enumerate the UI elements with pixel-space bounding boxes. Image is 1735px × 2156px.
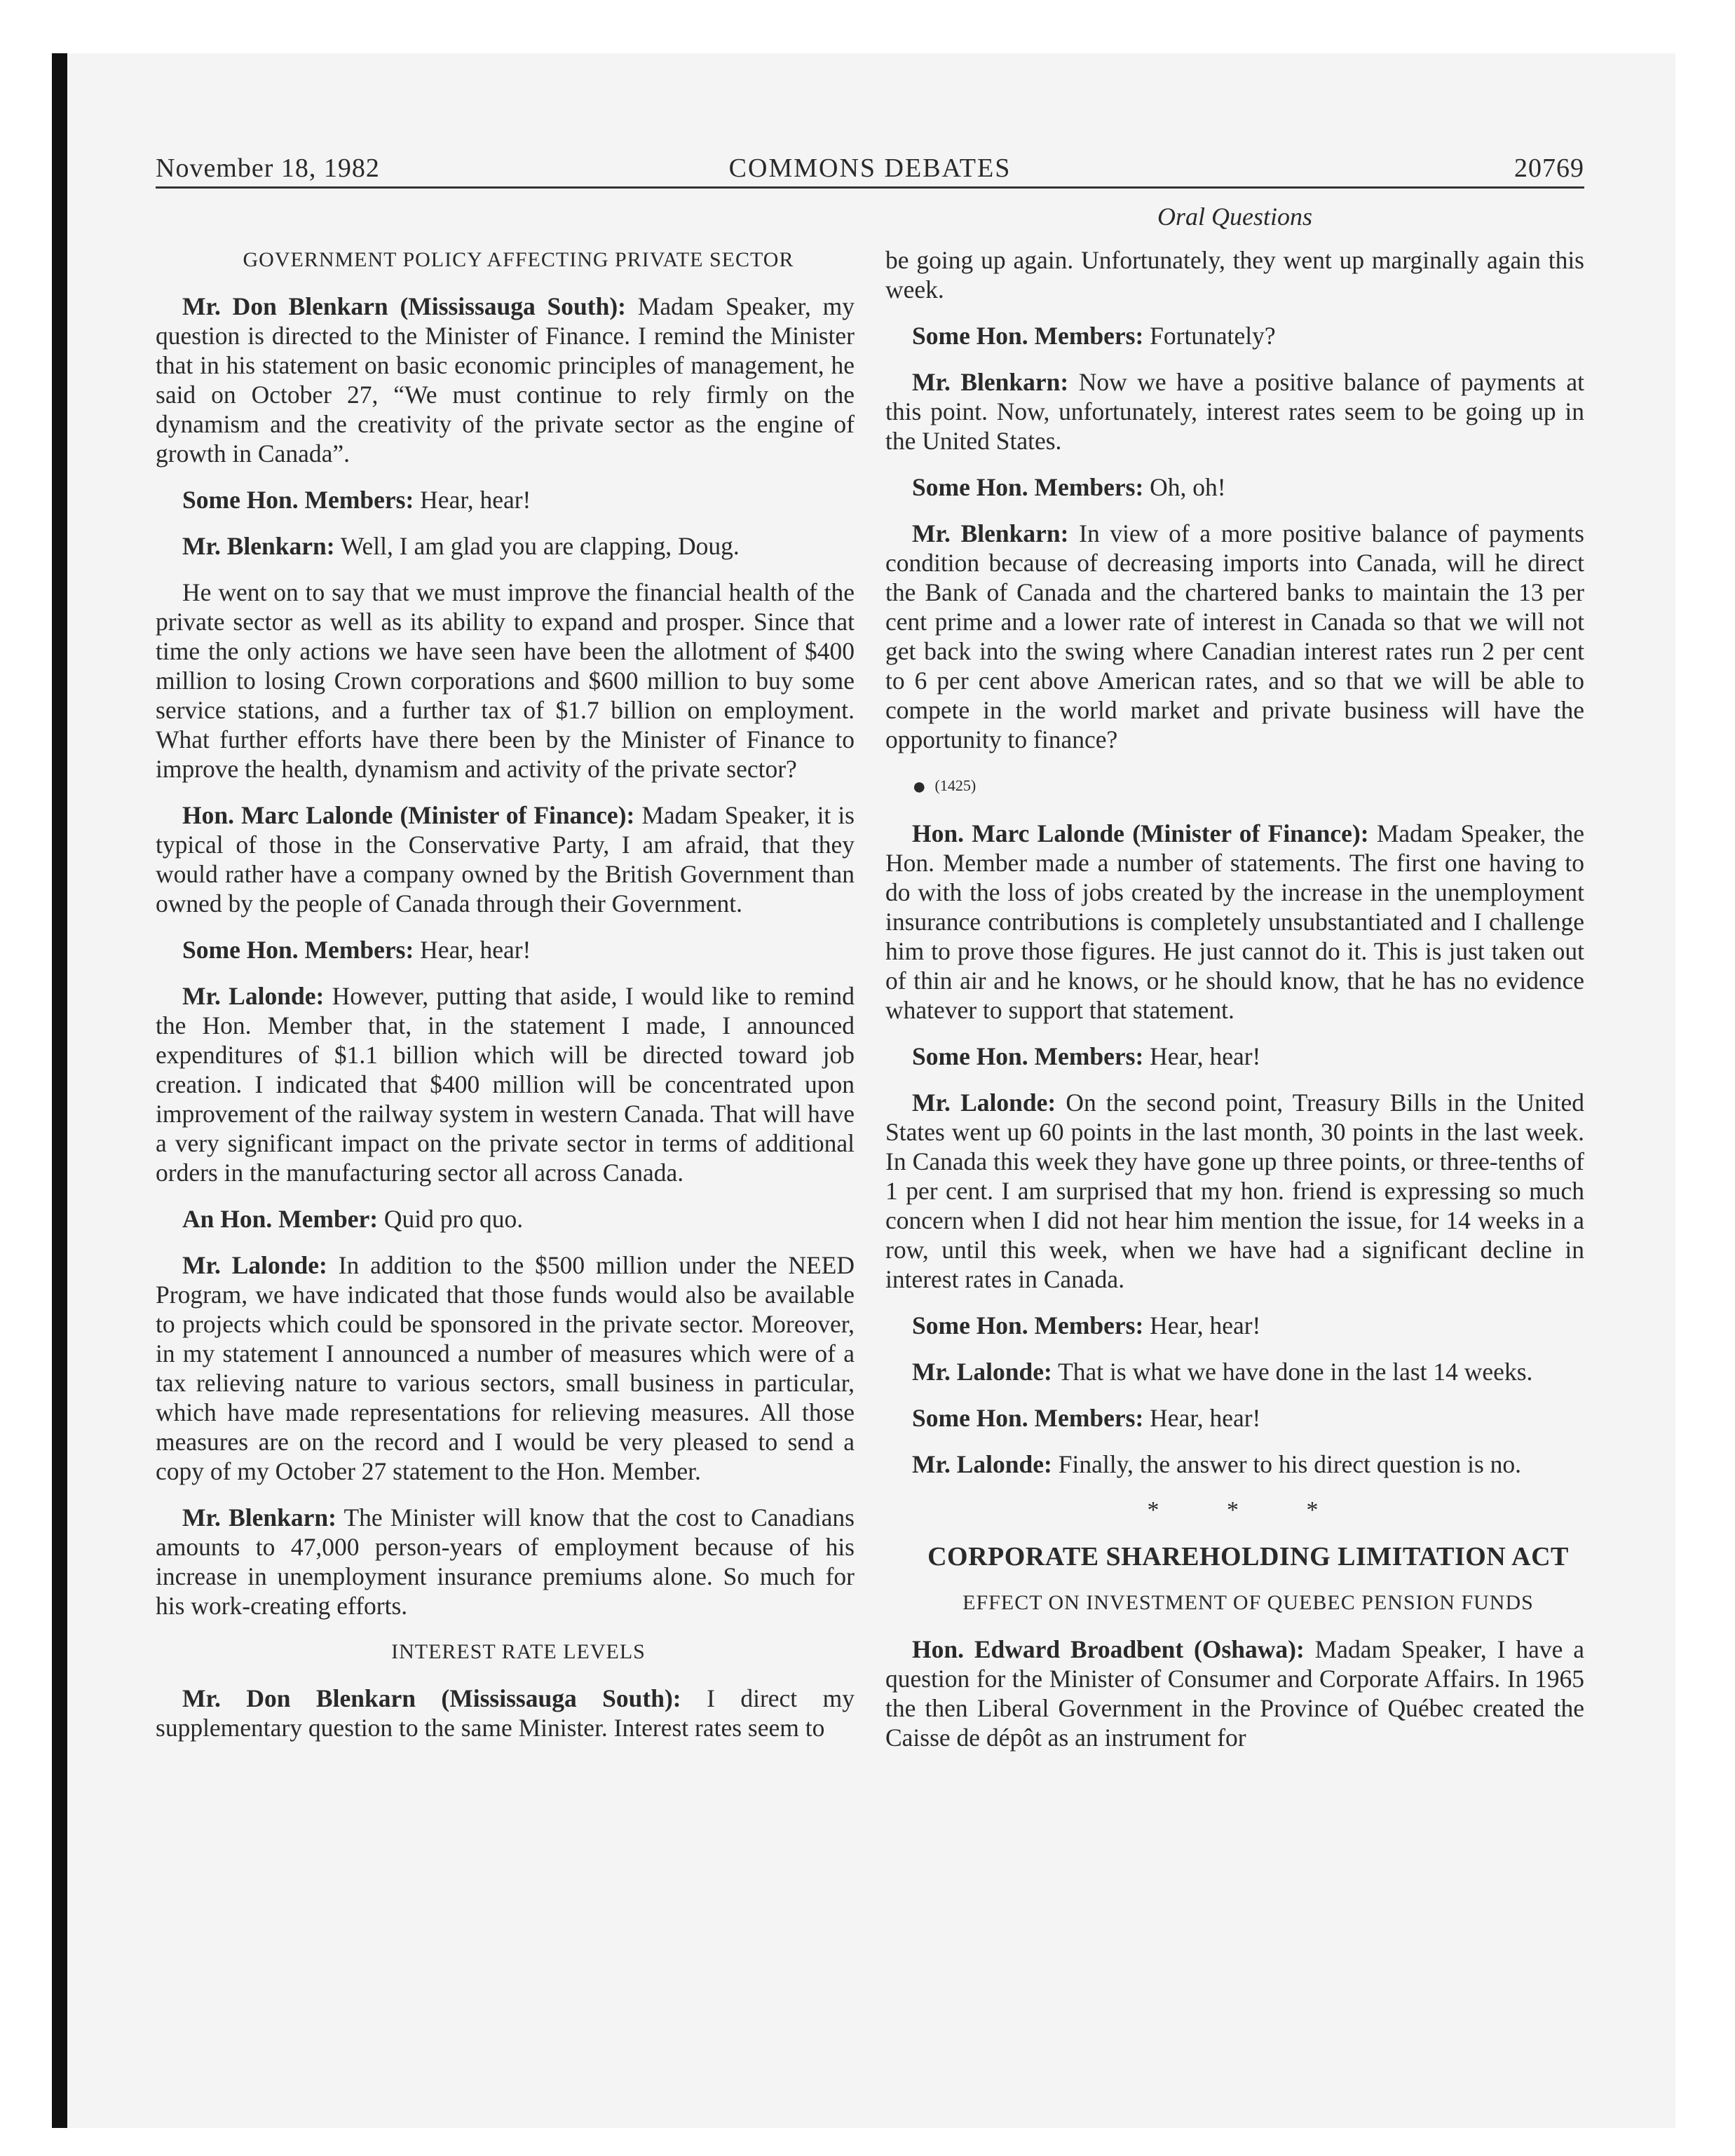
- speech-text: Madam Speaker, it is typical of those in the Conservative Party, I am afraid, that they would rather have a company owned by the British Government than owned by the people of Canada through their Government.: [156, 801, 855, 917]
- speech-paragraph: [156, 292, 855, 468]
- speech-paragraph: [156, 935, 855, 964]
- speech-paragraph: [885, 1449, 1584, 1479]
- speech-text: Madam Speaker, I have a question for the Minister of Consumer and Corporate Affairs. In 1965 the then Liberal Government in the Province of Québec created the Caisse de dépôt as an instrument for: [885, 1635, 1584, 1752]
- speaker-name: Mr. Lalonde:: [182, 1251, 327, 1279]
- speaker-name: Mr. Blenkarn:: [182, 532, 335, 560]
- speech-paragraph: [885, 245, 1584, 304]
- speech-text: Quid pro quo.: [378, 1205, 524, 1233]
- speech-paragraph: [885, 1042, 1584, 1071]
- speaker-name: Some Hon. Members:: [182, 486, 414, 514]
- speech-paragraph: [156, 1684, 855, 1742]
- speech-paragraph: [885, 321, 1584, 350]
- speaker-name: Mr. Lalonde:: [912, 1088, 1056, 1117]
- speech-paragraph: [156, 1204, 855, 1234]
- speech-paragraph: [156, 981, 855, 1187]
- speaker-name: Some Hon. Members:: [912, 1042, 1144, 1070]
- speech-paragraph: [885, 367, 1584, 456]
- speech-text: Now we have a positive balance of payments at this point. Now, unfortunately, interest rates seem to be going up in the United States.: [885, 368, 1584, 455]
- speech-paragraph: [885, 1311, 1584, 1340]
- speech-text: be going up again. Unfortunately, they went up marginally again this week.: [885, 246, 1584, 303]
- speech-paragraph: [156, 1250, 855, 1486]
- speech-text: The Minister will know that the cost to Canadians amounts to 47,000 person-years of employment because of his increase in unemployment insurance premiums alone. So much for his work-creating efforts.: [156, 1503, 855, 1620]
- speaker-name: Some Hon. Members:: [912, 322, 1144, 350]
- time-marker: [885, 771, 1584, 802]
- speaker-name: Mr. Blenkarn:: [912, 519, 1069, 547]
- speech-paragraph: [885, 519, 1584, 754]
- speaker-name: Some Hon. Members:: [182, 936, 414, 964]
- speech-text: Madam Speaker, the Hon. Member made a number of statements. The first one having to do with the loss of jobs created by the increase in the unemployment insurance contributions is completely unsubstantiated and I challenge him to prove those figures. He just cannot do it. This is just taken out of thin air and he knows, or he should know, that he has no evidence whatever to support that statement.: [885, 819, 1584, 1024]
- speech-paragraph: [156, 1503, 855, 1621]
- speech-paragraph: [156, 800, 855, 918]
- speaker-name: Mr. Don Blenkarn (Mississauga South):: [182, 1684, 681, 1712]
- section-subheading: INTEREST RATE LEVELS: [391, 1640, 646, 1663]
- speaker-name: Mr. Lalonde:: [182, 982, 325, 1010]
- speech-paragraph: [885, 472, 1584, 502]
- speaker-name: Mr. Lalonde:: [912, 1449, 1052, 1478]
- speech-paragraph: [885, 819, 1584, 1025]
- speech-paragraph: [885, 1357, 1584, 1386]
- speech-text: Hear, hear!: [1143, 1403, 1261, 1432]
- section-subheading: EFFECT ON INVESTMENT OF QUEBEC PENSION FUNDS: [962, 1590, 1534, 1614]
- speech-text: Madam Speaker, my question is directed to the Minister of Finance. I remind the Minister that in his statement on basic economic principles of management, he said on October 27, “We must continue to rely firmly on the dynamism and the creativity of the private sector as the engine of growth in Canada”.: [156, 292, 855, 468]
- speaker-name: Mr. Blenkarn:: [182, 1503, 336, 1531]
- time-marker-label: (1425): [934, 777, 977, 794]
- speaker-name: Some Hon. Members:: [912, 473, 1144, 501]
- section-heading: CORPORATE SHAREHOLDING LIMITATION ACT: [927, 1541, 1569, 1571]
- speaker-name: Some Hon. Members:: [912, 1403, 1144, 1432]
- header-page-number: 20769: [1514, 153, 1584, 183]
- speech-text: Finally, the answer to his direct question is no.: [1052, 1449, 1522, 1478]
- speaker-name: Mr. Don Blenkarn (Mississauga South):: [182, 292, 626, 320]
- speech-text: Well, I am glad you are clapping, Doug.: [334, 532, 740, 560]
- speaker-name: Some Hon. Members:: [912, 1311, 1144, 1339]
- left-column: [156, 245, 855, 1759]
- speaker-name: An Hon. Member:: [182, 1205, 379, 1233]
- header-journal-title: COMMONS DEBATES: [728, 153, 1012, 183]
- speech-text: Fortunately?: [1143, 322, 1276, 350]
- speech-paragraph: [885, 1635, 1584, 1752]
- speech-text: Hear, hear!: [414, 486, 531, 514]
- header-date: November 18, 1982: [156, 153, 380, 183]
- speech-text: Hear, hear!: [1143, 1042, 1261, 1070]
- speech-text: I direct my supplementary question to the same Minister. Interest rates seem to: [156, 1684, 855, 1742]
- speech-paragraph: [156, 578, 855, 784]
- speaker-name: Hon. Marc Lalonde (Minister of Finance):: [182, 801, 635, 829]
- right-column: [885, 245, 1584, 1769]
- section-subheading: GOVERNMENT POLICY AFFECTING PRIVATE SECTOR: [243, 248, 794, 271]
- bullet-icon: ●: [912, 773, 927, 800]
- speech-text: In view of a more positive balance of payments condition because of decreasing imports into Canada, will he direct the Bank of Canada and the chartered banks to maintain the 13 per cent prime and a lower rate of interest in Canada so that we will not get back into the swing where Canadian interest rates run 2 per cent to 6 per cent above American rates, and so that we will be able to compete in the world market and private business will have the opportunity to finance?: [885, 519, 1584, 753]
- section-label: Oral Questions: [1157, 203, 1312, 231]
- speaker-name: Hon. Edward Broadbent (Oshawa):: [912, 1635, 1305, 1663]
- speaker-name: Hon. Marc Lalonde (Minister of Finance):: [912, 819, 1369, 847]
- speech-text: In addition to the $500 million under the NEED Program, we have indicated that those funds would also be available to projects which could be sponsored in the private sector. Moreover, in my statement I announced a number of measures which were of a tax relieving nature to various sectors, small business in particular, which have made representations for relieving measures. All those measures are on the record and I would be very pleased to send a copy of my October 27 statement to the Hon. Member.: [156, 1251, 855, 1485]
- speaker-name: Mr. Blenkarn:: [912, 368, 1069, 396]
- speech-text: Oh, oh!: [1143, 473, 1226, 501]
- speech-text: On the second point, Treasury Bills in the United States went up 60 points in the last month, 30 points in the last week. In Canada this week they have gone up three points, or three-tenths of 1 per cent. I am surprised that my hon. friend is expressing so much concern when I did not hear him mention the issue, for 14 weeks in a row, until this week, when we have had a significant decline in interest rates in Canada.: [885, 1088, 1584, 1293]
- speech-text: Hear, hear!: [414, 936, 531, 964]
- speech-paragraph: [156, 531, 855, 561]
- page-header: [156, 150, 1584, 189]
- section-divider: * * *: [1147, 1496, 1349, 1523]
- speech-paragraph: [885, 1403, 1584, 1433]
- speech-paragraph: [885, 1088, 1584, 1294]
- speech-text: That is what we have done in the last 14 weeks.: [1052, 1357, 1533, 1386]
- speaker-name: Mr. Lalonde:: [912, 1357, 1052, 1386]
- speech-text: However, putting that aside, I would like to remind the Hon. Member that, in the statement I made, I announced expenditures of $1.1 billion which will be directed toward job creation. I indicated that $400 million will be concentrated upon improvement of the railway system in western Canada. That will have a very significant impact on the private sector in terms of additional orders in the manufacturing sector all across Canada.: [156, 982, 855, 1187]
- speech-paragraph: [156, 485, 855, 514]
- speech-text: He went on to say that we must improve the financial health of the private sector as well as its ability to expand and prosper. Since that time the only actions we have seen have been the allotment of $400 million to losing Crown corporations and $600 million to buy some service stations, and a further tax of $1.7 billion on employment. What further efforts have there been by the Minister of Finance to improve the health, dynamism and activity of the private sector?: [156, 578, 855, 783]
- speech-text: Hear, hear!: [1143, 1311, 1261, 1339]
- scan-edge: [52, 53, 67, 2128]
